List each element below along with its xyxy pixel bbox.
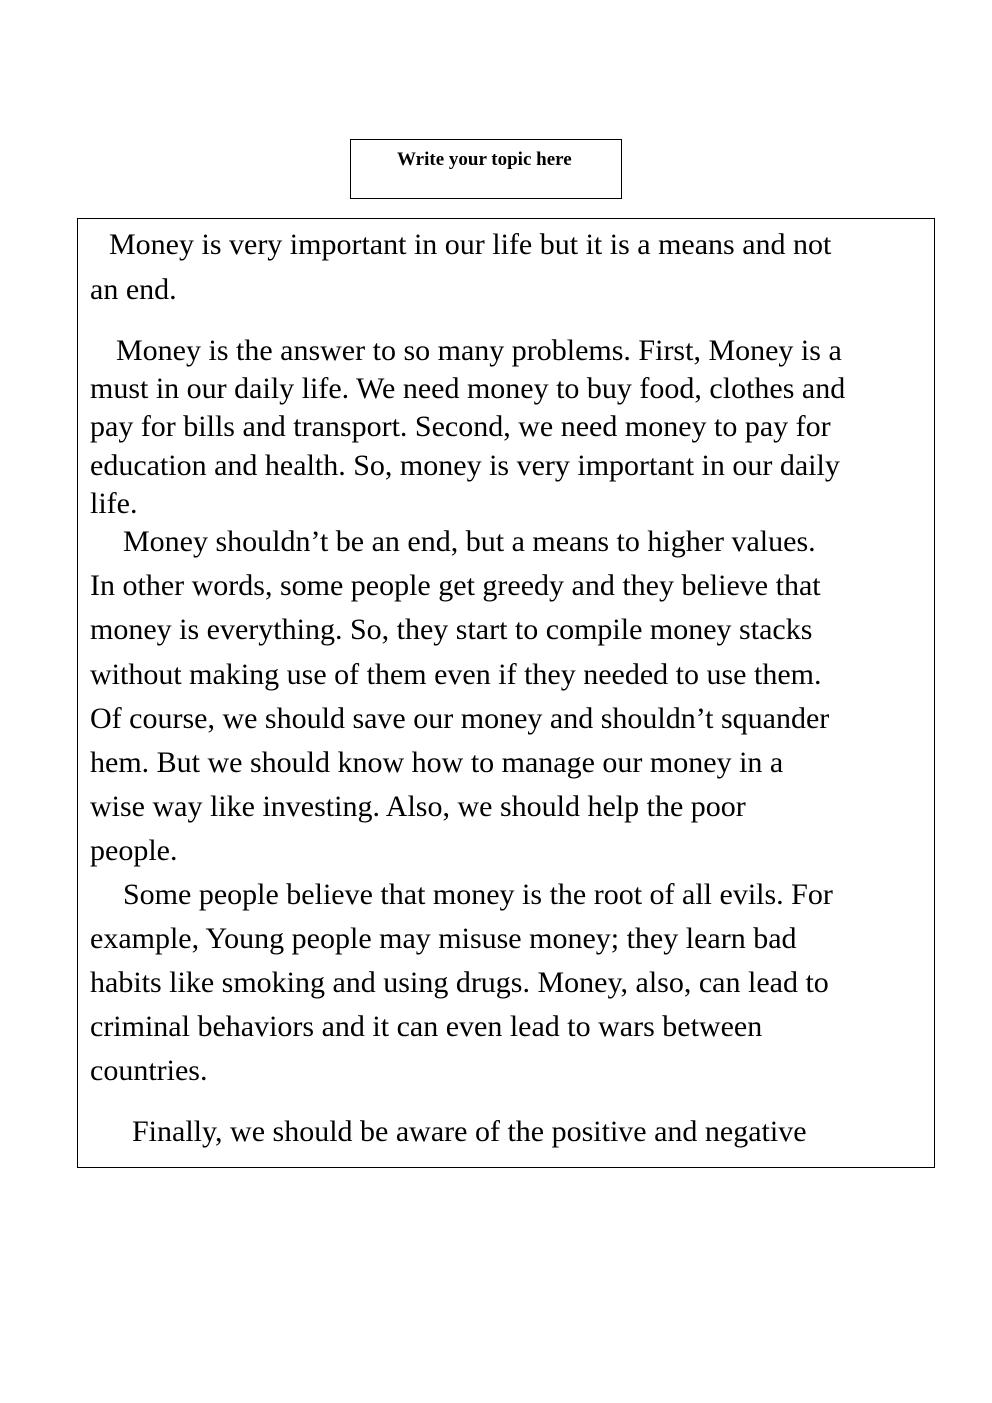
essay-line: people. bbox=[90, 834, 178, 867]
essay-line: hem. But we should know how to manage our money in a bbox=[90, 746, 784, 779]
essay-box bbox=[77, 218, 935, 1168]
essay-line: an end. bbox=[90, 273, 177, 306]
essay-line: In other words, some people get greedy and they believe that bbox=[90, 569, 821, 602]
essay-line: education and health. So, money is very important in our daily bbox=[90, 449, 840, 482]
essay-line: wise way like investing. Also, we should help the poor bbox=[90, 790, 746, 823]
essay-line: life. bbox=[90, 487, 138, 520]
essay-line: habits like smoking and using drugs. Money, also, can lead to bbox=[90, 966, 829, 999]
essay-line: Money is very important in our life but it is a means and not bbox=[109, 228, 832, 261]
essay-line: must in our daily life. We need money to buy food, clothes and bbox=[90, 372, 846, 405]
essay-line: example, Young people may misuse money; they learn bad bbox=[90, 922, 797, 955]
essay-line: pay for bills and transport. Second, we need money to pay for bbox=[90, 410, 831, 443]
essay-line: Of course, we should save our money and shouldn’t squander bbox=[90, 702, 830, 735]
essay-line: Money shouldn’t be an end, but a means to higher values. bbox=[123, 525, 816, 558]
topic-label: Write your topic here bbox=[397, 149, 572, 170]
topic-box bbox=[350, 139, 622, 199]
essay-line: Some people believe that money is the root of all evils. For bbox=[123, 878, 833, 911]
essay-line: criminal behaviors and it can even lead to wars between bbox=[90, 1010, 763, 1043]
essay-line: countries. bbox=[90, 1054, 208, 1087]
essay-line: money is everything. So, they start to compile money stacks bbox=[90, 613, 813, 646]
essay-line: Money is the answer to so many problems. First, Money is a bbox=[116, 334, 842, 367]
essay-line: without making use of them even if they needed to use them. bbox=[90, 658, 822, 691]
essay-line: Finally, we should be aware of the positive and negative bbox=[132, 1115, 807, 1148]
